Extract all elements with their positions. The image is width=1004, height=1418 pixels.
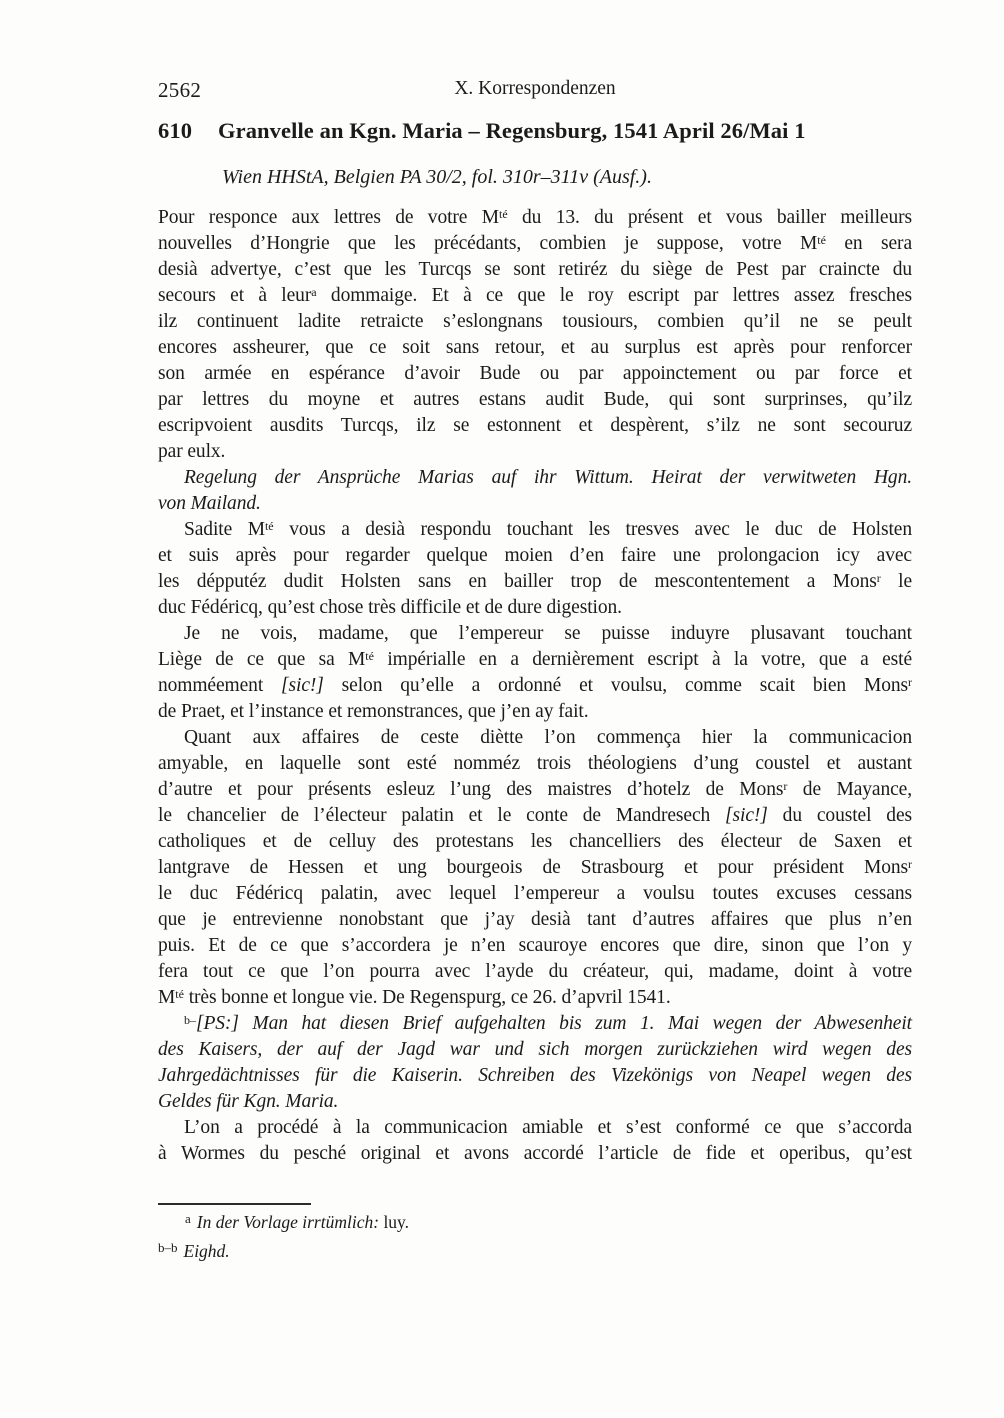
text-line	[158, 647, 912, 673]
superscript-note-marker: r	[783, 778, 788, 793]
text-segment: puis. Et de ce que s’accordera je n’en scauroye encores que dire, sinon que l’on y	[158, 935, 912, 956]
text-line	[158, 361, 912, 387]
text-line	[158, 1037, 912, 1063]
page-header	[158, 78, 912, 102]
page-number: 2562	[158, 78, 202, 102]
superscript-note-marker: té	[498, 206, 508, 221]
text-segment: à Wormes du pesché original et avons accordé l’article de fide et operibus, qu’est	[158, 1143, 912, 1164]
letter-body	[158, 205, 912, 1167]
text-segment: le duc Fédéricq palatin, avec lequel l’empereur a voulsu toutes excuses cessans	[158, 883, 912, 904]
text-segment: lantgrave de Hessen et ung bourgeois de Strasbourg et pour président Mons	[158, 857, 908, 878]
text-line	[158, 283, 912, 309]
letter-paragraph	[158, 621, 912, 725]
letter-paragraph	[158, 465, 912, 517]
text-segment: son armée en espérance d’avoir Bude ou par appoinctement ou par force et	[158, 363, 912, 384]
superscript-note-marker: a	[311, 284, 317, 299]
text-segment: catholiques et de celluy des protestans les chancelliers des électeur de Saxen et	[158, 831, 912, 852]
footnotes-block	[158, 1208, 912, 1266]
text-segment: luy.	[379, 1212, 410, 1232]
text-line	[158, 569, 912, 595]
text-segment: Geldes für Kgn. Maria.	[158, 1091, 339, 1112]
superscript-note-marker: r	[908, 674, 912, 689]
text-line	[158, 751, 912, 777]
superscript-note-marker: b–	[184, 1012, 196, 1027]
text-segment: Pour responce aux lettres de votre M	[158, 207, 499, 228]
text-line	[158, 595, 912, 621]
text-segment: par lettres du moyne et autres estans audit Bude, qui sont surprinses, qu’ilz	[158, 389, 912, 410]
text-segment: encores assheurer, que ce soit sans retour, et au surplus est après pour renforcer	[158, 337, 912, 358]
text-segment: de Mayance,	[787, 779, 912, 800]
text-segment: d’autre et pour présents esleuz l’ung des maistres d’hotelz de Mons	[158, 779, 784, 800]
text-line	[158, 439, 912, 465]
italic-segment: In der Vorlage irrtümlich:	[196, 1212, 380, 1232]
text-segment: Regelung der Ansprüche Marias auf ihr Wittum. Heirat der verwitweten Hgn.	[184, 467, 912, 488]
text-line	[158, 1089, 912, 1115]
text-segment: le chancelier de l’électeur palatin et le conte de Mandresech	[158, 805, 726, 826]
text-segment: nomméement	[158, 675, 282, 696]
entry-heading	[158, 118, 912, 144]
text-line	[158, 413, 912, 439]
text-line	[158, 985, 912, 1011]
text-segment: duc Fédéricq, qu’est chose très difficile et de dure digestion.	[158, 597, 622, 618]
text-line	[158, 1011, 912, 1037]
text-segment: selon qu’elle a ordonné et voulsu, comme scait bien Mons	[323, 675, 908, 696]
text-segment: du coustel des	[767, 805, 912, 826]
text-line	[158, 829, 912, 855]
text-line	[158, 621, 912, 647]
text-segment: nouvelles d’Hongrie que les précédants, combien je suppose, votre M	[158, 233, 818, 254]
text-line	[158, 335, 912, 361]
footnote-marker: b–b	[158, 1240, 178, 1256]
superscript-note-marker: r	[876, 570, 881, 585]
text-line	[158, 907, 912, 933]
text-segment: des Kaisers, der auf der Jagd war und sich morgen zurückziehen wird wegen des	[158, 1039, 912, 1060]
text-segment: [PS:] Man hat diesen Brief aufgehalten bis zum 1. Mai wegen der Abwesenheit	[196, 1013, 912, 1034]
superscript-note-marker: té	[264, 518, 274, 533]
text-line	[158, 777, 912, 803]
text-segment: en sera	[825, 233, 912, 254]
text-segment: desià advertye, c’est que les Turcqs se sont retiréz du siège de Pest par craincte du	[158, 259, 912, 280]
text-line	[158, 517, 912, 543]
superscript-note-marker: r	[908, 856, 912, 871]
footnote	[158, 1208, 912, 1237]
letter-paragraph	[158, 1115, 912, 1167]
letter-paragraph	[158, 725, 912, 1011]
text-line	[158, 855, 912, 881]
text-segment: L’on a procédé à la communicacion amiable et s’est conformé ce que s’accorda	[184, 1117, 912, 1138]
superscript-note-marker: té	[175, 986, 184, 1001]
text-line	[158, 1141, 912, 1167]
letter-paragraph	[158, 205, 912, 465]
text-segment: escripvoient ausdits Turcqs, ilz se estonnent et despèrent, s’ilz ne sont secouruz	[158, 415, 912, 436]
letter-paragraph	[158, 517, 912, 621]
text-segment: Je ne vois, madame, que l’empereur se puisse induyre plusavant touchant	[184, 623, 912, 644]
text-segment: vous a desià respondu touchant les tresves avec le duc de Holsten	[273, 519, 912, 540]
text-line	[158, 673, 912, 699]
text-line	[158, 803, 912, 829]
running-title: X. Korrespondenzen	[454, 78, 616, 99]
text-line	[158, 309, 912, 335]
text-segment: Liège de ce que sa M	[158, 649, 366, 670]
text-segment: dommaige. Et à ce que le roy escript par lettres assez fresches	[316, 285, 912, 306]
text-segment: secours et à leur	[158, 285, 312, 306]
text-segment: et suis après pour regarder quelque moien d’en faire une prolongacion icy avec	[158, 545, 912, 566]
text-line	[158, 387, 912, 413]
italic-segment: [sic!]	[281, 675, 324, 696]
italic-segment: Eighd.	[183, 1241, 230, 1261]
superscript-note-marker: té	[365, 648, 374, 663]
text-line	[158, 933, 912, 959]
text-line	[158, 1115, 912, 1141]
text-segment: par eulx.	[158, 441, 226, 462]
text-line	[158, 699, 912, 725]
text-segment: Quant aux affaires de ceste diètte l’on commença hier la communicacion	[184, 727, 912, 748]
entry-number: 610	[158, 118, 193, 143]
text-line	[158, 231, 912, 257]
text-segment: fera tout ce que l’on pourra avec l’ayde du créateur, qui, madame, doint à votre	[158, 961, 912, 982]
text-line	[158, 491, 912, 517]
text-segment: du 13. du présent et vous bailler meilleurs	[507, 207, 912, 228]
entry-title: Granvelle an Kgn. Maria – Regensburg, 1541 April 26/Mai 1	[218, 118, 806, 143]
text-line	[158, 465, 912, 491]
text-segment: impérialle en a dernièrement escript à la votre, que a esté	[373, 649, 912, 670]
text-segment: Sadite M	[184, 519, 265, 540]
superscript-note-marker: té	[817, 232, 826, 247]
text-line	[158, 881, 912, 907]
text-line	[158, 959, 912, 985]
text-segment: amyable, en laquelle sont esté nomméz trois théologiens d’ung coustel et austant	[158, 753, 912, 774]
text-segment: les dépputéz dudit Holsten sans en bailler trop de mescontentement a Mons	[158, 571, 877, 592]
text-segment: que je entrevienne nonobstant que j’ay desià tant d’autres affaires que plus n’en	[158, 909, 912, 930]
text-segment: Jahrgedächtnisses für die Kaiserin. Schreiben des Vizekönigs von Neapel wegen des	[158, 1065, 912, 1086]
footnote-separator-rule	[158, 1203, 311, 1205]
footnote-marker: a	[185, 1211, 191, 1227]
text-segment: von Mailand.	[158, 493, 261, 514]
letter-paragraph	[158, 1011, 912, 1115]
text-segment: de Praet, et l’instance et remonstrances, que j’en ay fait.	[158, 701, 589, 722]
italic-segment: [sic!]	[725, 805, 768, 826]
text-line	[158, 543, 912, 569]
text-line	[158, 725, 912, 751]
text-line	[158, 257, 912, 283]
text-segment: très bonne et longue vie. De Regenspurg, ce 26. d’apvril 1541.	[183, 987, 671, 1008]
text-line	[158, 1063, 912, 1089]
archive-source-reference: Wien HHStA, Belgien PA 30/2, fol. 310r–311v (Ausf.).	[222, 166, 652, 188]
text-line	[158, 205, 912, 231]
text-segment: ilz continuent ladite retraicte s’eslongnans tousiours, combien qu’il ne se peult	[158, 311, 912, 332]
text-segment: le	[880, 571, 913, 592]
text-segment: M	[158, 987, 176, 1008]
footnote	[158, 1237, 912, 1266]
